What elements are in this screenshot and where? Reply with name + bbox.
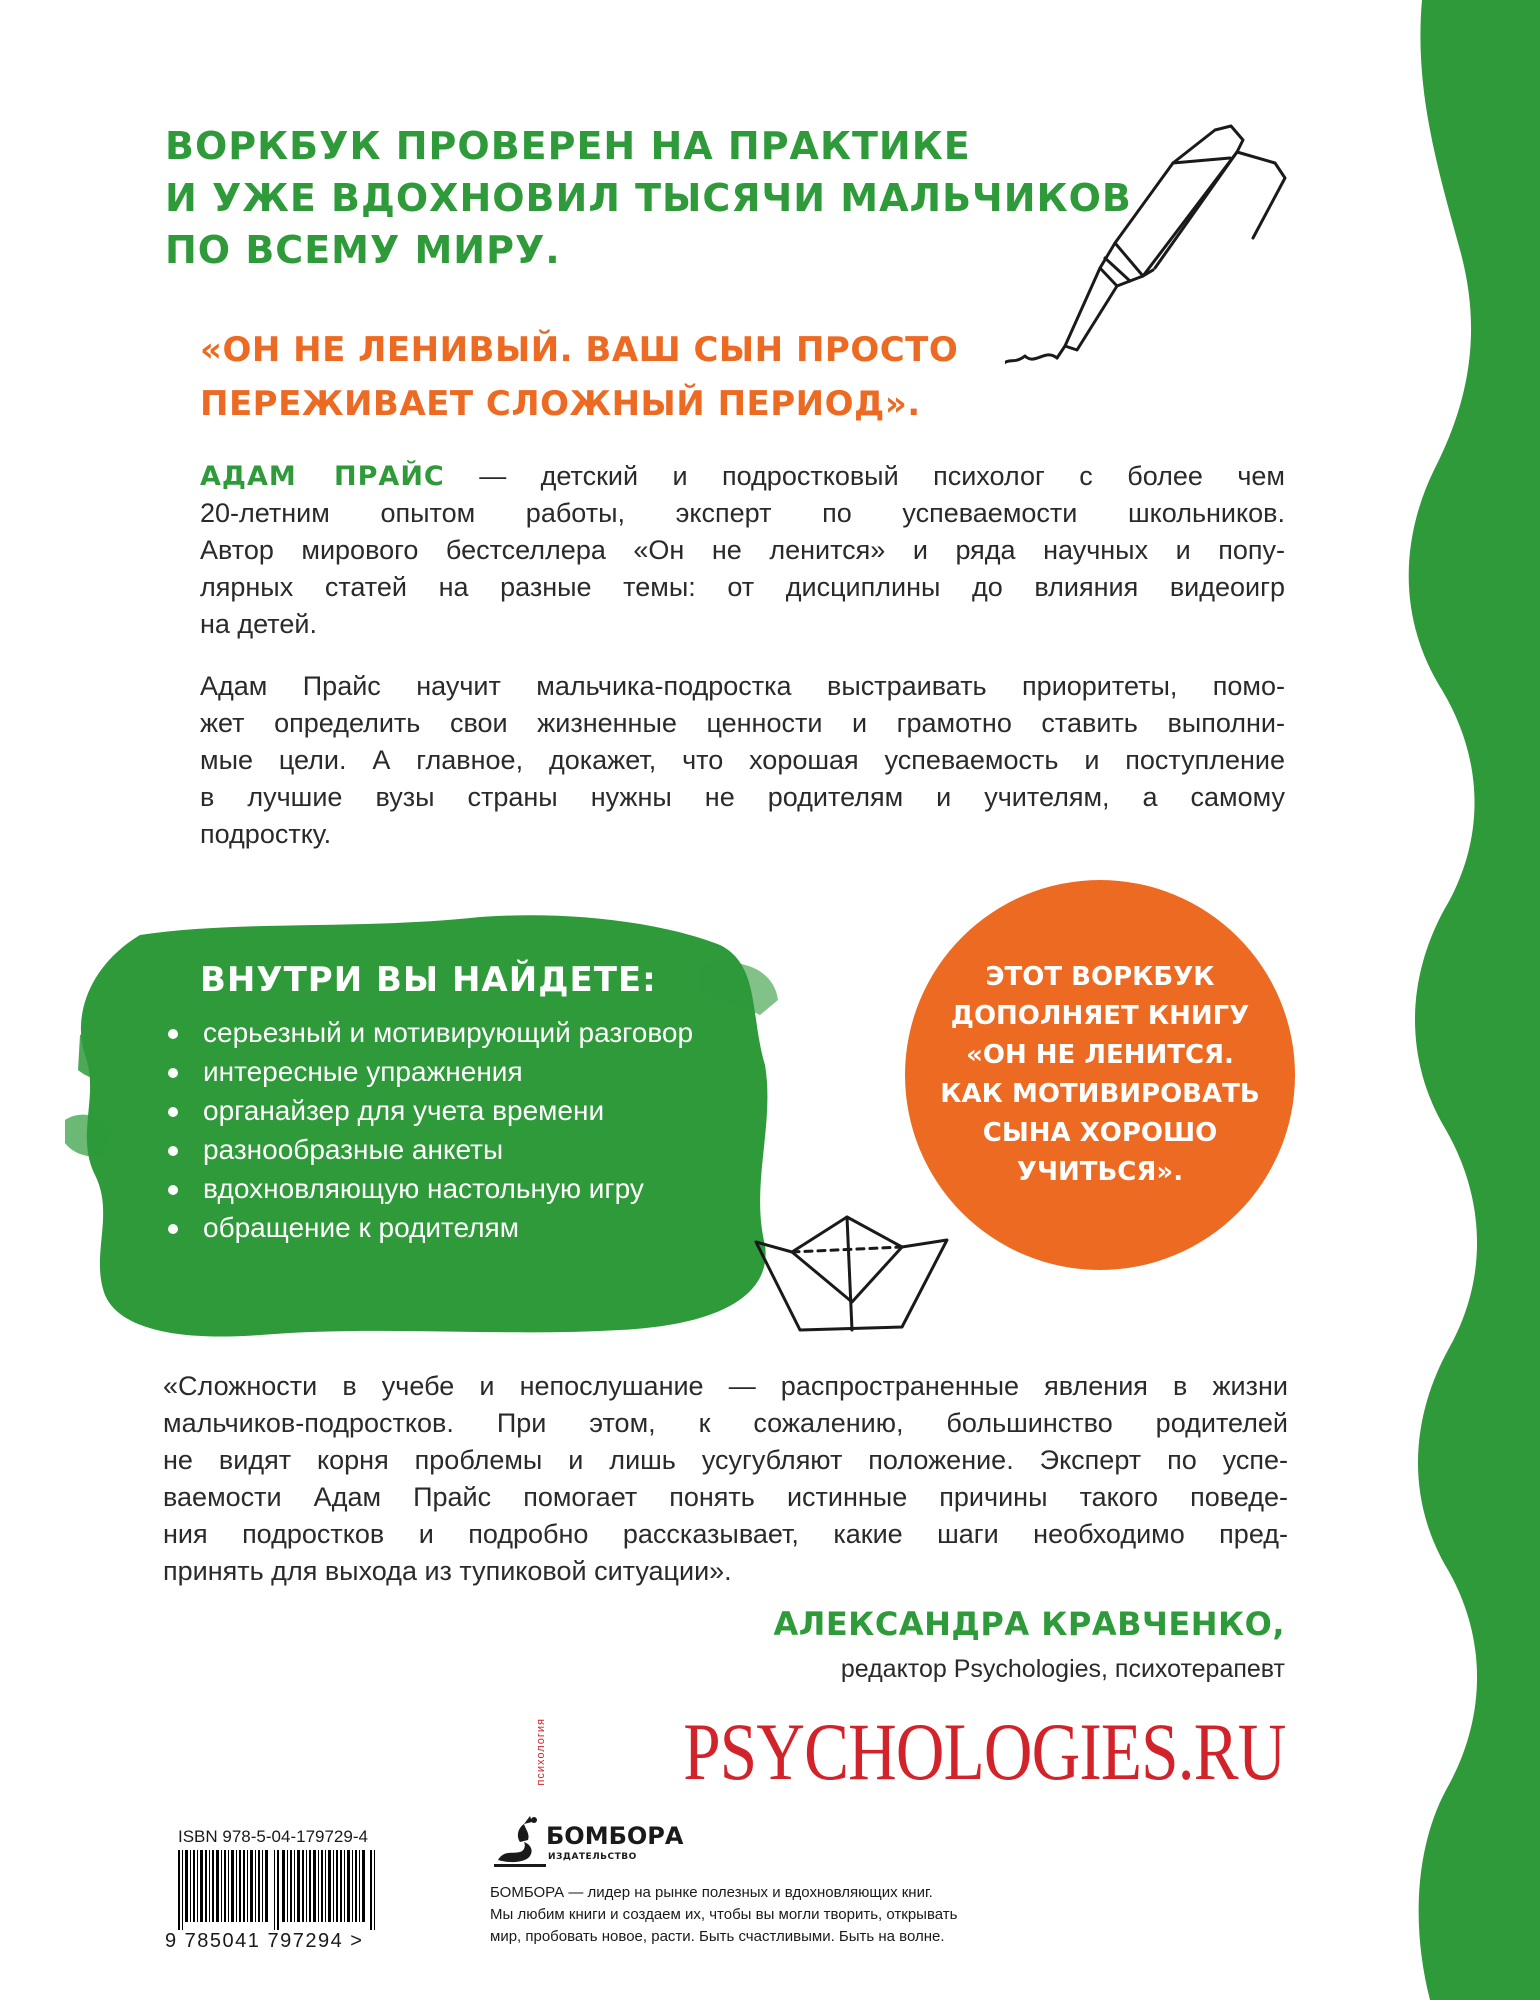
circle-line: КАК МОТИВИРОВАТЬ <box>940 1079 1260 1109</box>
bio-line: на детей. <box>200 609 317 639</box>
review-line: принять для выхода из тупиковой ситуации». <box>163 1556 732 1586</box>
author-name: АДАМ ПРАЙС <box>200 461 445 492</box>
publisher-sub: ИЗДАТЕЛЬСТВО <box>548 1852 637 1862</box>
psychologies-logo <box>534 1706 1286 1797</box>
publisher-line: БОМБОРА — лидер на рынке полезных и вдохновляющих книг. <box>490 1884 933 1901</box>
publisher-text <box>490 1882 957 1948</box>
list-item: интересные упражнения <box>165 1052 693 1091</box>
paper-boat-doodle <box>752 1212 952 1337</box>
isbn-label: ISBN 978-5-04-179729-4 <box>178 1827 368 1846</box>
circle-line: УЧИТЬСЯ». <box>1016 1157 1184 1187</box>
barcode <box>178 1850 378 1930</box>
circle-line: «ОН НЕ ЛЕНИТСЯ. <box>966 1040 1234 1070</box>
green-wave-band <box>1390 0 1540 2000</box>
logo-small-text: психология <box>534 1718 547 1786</box>
headline <box>165 120 1165 276</box>
review-line: не видят корня проблемы и лишь усугубляют положение. Эксперт по успе- <box>163 1445 1288 1475</box>
paragraph-line: мые цели. А главное, докажет, что хорошая успеваемость и поступление <box>200 745 1285 775</box>
review-quote <box>163 1368 1288 1590</box>
publisher-name: БОМБОРА <box>546 1822 684 1850</box>
publisher-line: мир, пробовать новое, расти. Быть счастливыми. Быть на волне. <box>490 1928 945 1945</box>
list-item: вдохновляющую настольную игру <box>165 1169 693 1208</box>
list-item: органайзер для учета времени <box>165 1091 693 1130</box>
quote-line: ПЕРЕЖИВАЕТ СЛОЖНЫЙ ПЕРИОД». <box>200 384 921 424</box>
bombora-logo-icon <box>490 1812 550 1867</box>
paragraph-line: в лучшие вузы страны нужны не родителям и учителям, а самому <box>200 782 1285 812</box>
review-author: АЛЕКСАНДРА КРАВЧЕНКО, <box>773 1605 1285 1643</box>
circle-line: ДОПОЛНЯЕТ КНИГУ <box>950 1001 1250 1031</box>
list-item: разнообразные анкеты <box>165 1130 693 1169</box>
headline-line: И УЖЕ ВДОХНОВИЛ ТЫСЯЧИ МАЛЬЧИКОВ <box>165 176 1132 220</box>
quote-line: «ОН НЕ ЛЕНИВЫЙ. ВАШ СЫН ПРОСТО <box>200 330 959 370</box>
pull-quote <box>200 323 1100 431</box>
review-line: мальчиков-подростков. При этом, к сожалению, большинство родителей <box>163 1408 1288 1438</box>
list-item: обращение к родителям <box>165 1208 693 1247</box>
bio-line: Автор мирового бестселлера «Он не ленится» и ряда научных и попу- <box>200 535 1285 565</box>
circle-line: ЭТОТ ВОРКБУК <box>985 962 1215 992</box>
author-bio <box>200 458 1285 643</box>
bio-text: — детский и подростковый психолог с более чем <box>444 461 1285 491</box>
bio-line: 20-летним опытом работы, эксперт по успеваемости школьников. <box>200 498 1285 528</box>
paragraph-line: подростку. <box>200 819 332 849</box>
logo-big-text: PSYCHOLOGIES.RU <box>682 1706 1285 1797</box>
review-line: ния подростков и подробно рассказывает, какие шаги необходимо пред- <box>163 1519 1288 1549</box>
review-line: ваемости Адам Прайс помогает понять истинные причины такого поведе- <box>163 1482 1288 1512</box>
review-line: «Сложности в учебе и непослушание — распространенные явления в жизни <box>163 1371 1288 1401</box>
circle-line: СЫНА ХОРОШО <box>982 1118 1218 1148</box>
inside-title: ВНУТРИ ВЫ НАЙДЕТЕ: <box>200 960 657 1000</box>
description-paragraph <box>200 668 1285 853</box>
publisher-line: Мы любим книги и создаем их, чтобы вы могли творить, открывать <box>490 1906 958 1923</box>
list-item: серьезный и мотивирующий разговор <box>165 1013 693 1052</box>
bio-line: лярных статей на разные темы: от дисциплины до влияния видеоигр <box>200 572 1285 602</box>
paragraph-line: жет определить свои жизненные ценности и грамотно ставить выполни- <box>200 708 1285 738</box>
paragraph-line: Адам Прайс научит мальчика-подростка выстраивать приоритеты, помо- <box>200 671 1285 701</box>
orange-circle-note <box>905 880 1295 1270</box>
inside-list <box>165 1013 693 1247</box>
headline-line: ПО ВСЕМУ МИРУ. <box>165 228 561 272</box>
headline-line: ВОРКБУК ПРОВЕРЕН НА ПРАКТИКЕ <box>165 124 971 168</box>
review-role: редактор Psychologies, психотерапевт <box>840 1655 1285 1683</box>
barcode-digits: 9 785041 797294 > <box>165 1930 364 1952</box>
